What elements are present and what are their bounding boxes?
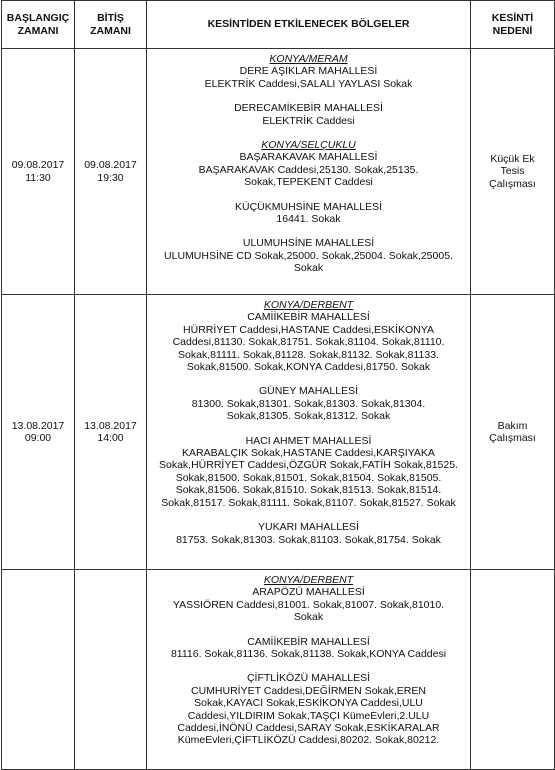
street-list-line: KARABALÇIK Sokak,HASTANE Caddesi,KARŞIYAKA	[182, 447, 435, 460]
end-time-cell	[75, 570, 147, 770]
neighborhood-name: DERECAMİKEBİR MAHALLESİ	[234, 102, 383, 115]
region-block	[151, 237, 466, 274]
street-list-line: Sokak,81517. Sokak,81111. Sokak,81107. Sokak,81527. Sokak	[161, 496, 456, 509]
street-list-line: Sokak,TEPEKENT Caddesi	[244, 176, 373, 189]
street-list-line: BAŞARAKAVAK Caddesi,25130. Sokak,25135.	[198, 163, 419, 176]
outage-reason-line: Çalışması	[489, 177, 536, 190]
outage-reason-line: Bakım	[497, 419, 528, 432]
end-time-cell-line: 19:30	[97, 171, 124, 184]
affected-regions-cell	[147, 49, 471, 295]
header-outage-reason: KESİNTİ NEDENİ	[471, 1, 555, 49]
street-list-line: Sokak,81305. Sokak,81312. Sokak	[226, 410, 391, 423]
street-list-line: Caddesi,YILDIRIM Sokak,TAŞÇI KümeEvleri,2.ULU	[187, 709, 430, 722]
street-list-line: Caddesi,81130. Sokak,81751. Sokak,81104. Sokak,81110.	[172, 336, 445, 349]
street-list-line: KümeEvleri,ÇİFTLİKÖZÜ Caddesi,80202. Sokak,80212.	[177, 734, 440, 747]
street-list-line: Sokak,KAYACI Sokak,ESKİKONYA Caddesi,ULU	[194, 697, 423, 710]
neighborhood-name: HACI AHMET MAHALLESİ	[245, 434, 372, 447]
neighborhood-name: ARAPÖZÜ MAHALLESİ	[252, 586, 365, 599]
street-list-line: YASSIÖREN Caddesi,81001. Sokak,81007. Sokak,81010.	[172, 598, 445, 611]
city-district-heading: KONYA/DERBENT	[263, 574, 354, 586]
street-list-line: Sokak	[293, 262, 324, 275]
end-time-cell-line: 14:00	[97, 432, 124, 444]
neighborhood-name: ULUMUHSİNE MAHALLESİ	[242, 237, 375, 250]
neighborhood-name: KÜÇÜKMUHSİNE MAHALLESİ	[234, 200, 383, 213]
end-time-cell	[75, 295, 147, 570]
table-row	[2, 570, 555, 770]
table-row	[2, 49, 555, 295]
header-start-time: BAŞLANGIÇ ZAMANI	[2, 1, 75, 49]
neighborhood-name: CAMİİKEBİR MAHALLESİ	[247, 311, 370, 324]
end-time-cell-line: 13.08.2017	[84, 419, 137, 432]
start-time-cell-line: 09.08.2017	[11, 159, 65, 172]
street-list-line: CUMHURİYET Caddesi,DEĞİRMEN Sokak,EREN	[191, 684, 426, 697]
outage-table	[1, 0, 555, 770]
end-time-cell	[75, 49, 147, 295]
region-block	[151, 53, 466, 90]
street-list-line: ELEKTRİK Caddesi,SALALI YAYLASI Sokak	[204, 77, 413, 90]
start-time-cell-line: 13.08.2017	[11, 419, 65, 432]
start-time-cell	[2, 49, 75, 295]
street-list-line: Sokak,81111. Sokak,81128. Sokak,81132. Sokak,81133.	[178, 348, 439, 361]
end-time-cell-line: 09.08.2017	[84, 159, 137, 172]
street-list-line: 81116. Sokak,81136. Sokak,81138. Sokak,KONYA Caddesi	[170, 648, 447, 661]
street-list-line: 16441. Sokak	[276, 213, 341, 226]
table-row	[2, 295, 555, 570]
street-list-line: Caddesi,İNÖNÜ Caddesi,SARAY Sokak,ESKİKARALAR	[177, 722, 440, 735]
neighborhood-name: GÜNEY MAHALLESİ	[258, 385, 358, 398]
neighborhood-name: DERE AŞIKLAR MAHALLESİ	[239, 65, 378, 78]
street-list-line: Sokak,81500. Sokak,81501. Sokak,81504. Sokak,81505.	[175, 471, 442, 484]
start-time-cell	[2, 295, 75, 570]
outage-reason-cell	[471, 570, 555, 770]
street-list-line: 81300. Sokak,81301. Sokak,81303. Sokak,81304.	[191, 397, 426, 410]
outage-reason-cell	[471, 295, 555, 570]
street-list-line: Sokak,81500. Sokak,KONYA Caddesi,81750. Sokak	[186, 361, 431, 374]
region-block	[151, 201, 466, 226]
outage-reason-cell	[471, 49, 555, 295]
start-time-cell-line: 09:00	[24, 432, 52, 444]
region-block	[151, 139, 466, 189]
start-time-cell-line: 11:30	[25, 171, 51, 184]
outage-reason-line: Tesis	[500, 165, 525, 178]
region-block	[151, 574, 466, 624]
region-block	[151, 299, 466, 373]
city-district-heading: KONYA/DERBENT	[263, 299, 354, 311]
region-block	[151, 102, 466, 127]
city-district-heading: KONYA/SELÇUKLU	[261, 139, 356, 152]
region-block	[151, 435, 466, 509]
neighborhood-name: YUKARI MAHALLESİ	[258, 521, 359, 534]
street-list-line: HÜRRİYET Caddesi,HASTANE Caddesi,ESKİKONYA	[183, 323, 434, 336]
street-list-line: ELEKTRİK Caddesi	[262, 114, 355, 127]
city-district-heading: KONYA/MERAM	[269, 53, 348, 65]
street-list-line: ULUMUHSİNE CD Sokak,25000. Sokak,25004. Sokak,25005.	[164, 249, 453, 262]
neighborhood-name: ÇİFTLİKÖZÜ MAHALLESİ	[246, 672, 371, 685]
header-end-time: BİTİŞ ZAMANI	[75, 1, 147, 49]
street-list-line: Sokak,81506. Sokak,81510. Sokak,81513. Sokak,81514.	[175, 484, 442, 497]
affected-regions-cell	[147, 295, 471, 570]
street-list-line: 81753. Sokak,81303. Sokak,81103. Sokak,81754. Sokak	[176, 533, 441, 546]
neighborhood-name: CAMİİKEBİR MAHALLESİ	[247, 635, 370, 648]
region-block	[151, 385, 466, 422]
affected-regions-cell	[147, 570, 471, 770]
street-list-line: Sokak,HÜRRİYET Caddesi,ÖZGÜR Sokak,FATİH Sokak,81525.	[159, 459, 458, 472]
street-list-line: Sokak	[293, 611, 324, 624]
region-block	[151, 521, 466, 546]
region-block	[151, 636, 466, 661]
region-block	[151, 672, 466, 746]
start-time-cell	[2, 570, 75, 770]
outage-reason-line: Çalışması	[489, 432, 536, 444]
header-affected-regions: KESİNTİDEN ETKİLENECEK BÖLGELER	[147, 1, 471, 49]
outage-reason-line: Küçük Ek	[490, 152, 535, 165]
header-row	[2, 1, 555, 49]
neighborhood-name: BAŞARAKAVAK MAHALLESİ	[239, 151, 378, 164]
